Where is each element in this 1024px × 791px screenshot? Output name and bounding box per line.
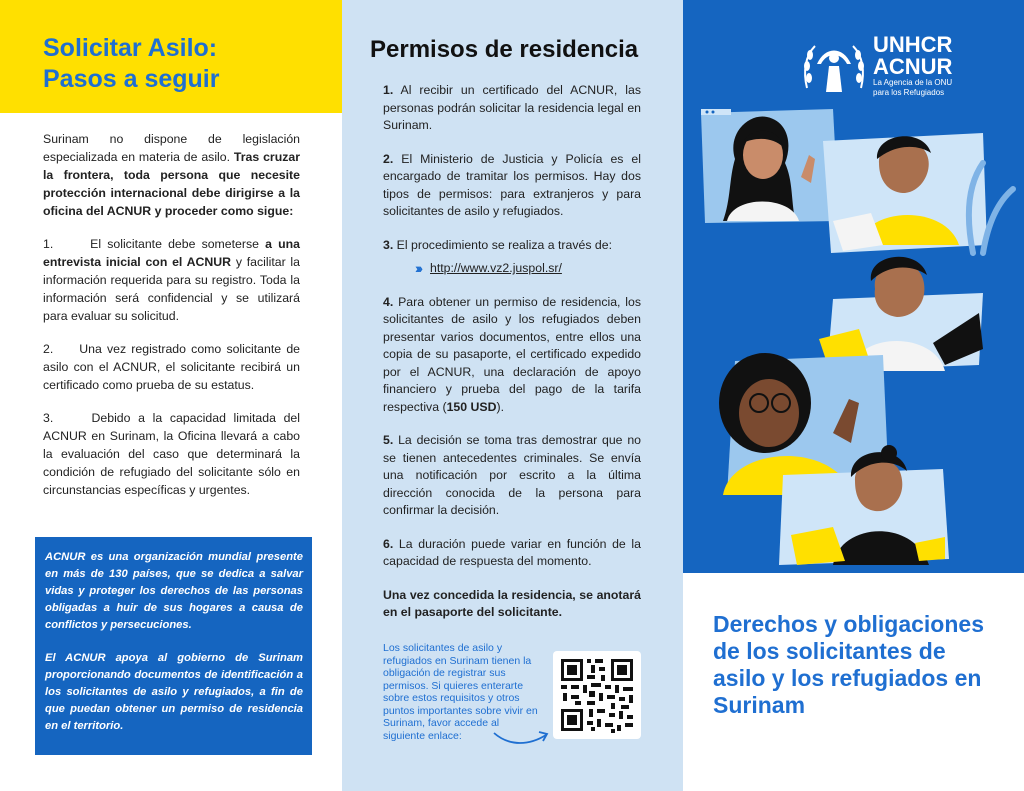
juspol-link[interactable]: http://www.vz2.juspol.sr/ [430, 261, 562, 275]
item6-num: 6. [383, 536, 394, 551]
step1-rest: y facilitar la información requerida para su registro. Toda la información será confidencial y se utilizará para evaluar su solicitud. [43, 255, 301, 323]
item2-text: El Ministerio de Justicia y Policía es el encargado de tramitar los permisos. Hay dos tipos de permisos: para extranjeros y para solicitantes de asilo y refugiados. [383, 151, 641, 218]
intro-bold: Tras cruzar la frontera, toda persona que necesite protección internacional debe dirigirse a la oficina del ACNUR y proceder como sigue: [43, 150, 300, 218]
cover-title-area [683, 573, 1024, 791]
qr-code-icon [553, 651, 641, 739]
video-frame-man-2 [819, 257, 983, 371]
permit-item-4 [383, 294, 641, 417]
video-frame-woman-1 [701, 109, 839, 223]
panel1-title [43, 33, 219, 95]
unhcr-logo [801, 34, 952, 98]
item3-num: 3. [383, 237, 394, 252]
item4-amount: 150 USD [446, 399, 497, 414]
permit-item-6 [383, 536, 641, 571]
panel1-title-line1: Solicitar Asilo: [43, 34, 218, 62]
item4-text-end: ). [496, 399, 504, 414]
item4-num: 4. [383, 294, 394, 309]
qr-description: Los solicitantes de asilo y refugiados en Surinam tienen la obligación de registrar sus permisos. Si quieres enterarte sobre estos requisitos y otros puntos importantes sobre vivir en Surinam, favor accede al siguiente enlace: [383, 642, 538, 742]
people-illustration [683, 103, 1024, 573]
logo-text [873, 34, 952, 98]
step1-bold: a una entrevista inicial con el ACNUR [43, 237, 300, 269]
item4-text-start: Para obtener un permiso de residencia, los solicitantes de asilo y los refugiados deben presentar varios documentos, entre ellos una copia de su pasaporte, el certificado expedido por el ACNUR, una declaración de apoyo financiero y prueba del pago de la tarifa respectiva ( [383, 294, 641, 414]
step-2: 2. Una vez registrado como solicitante de asilo con el ACNUR, el solicitante recibirá un certificado como prueba de su estatus. [43, 342, 304, 392]
item3-text: El procedimiento se realiza a través de: [393, 237, 612, 252]
step-1 [43, 235, 300, 325]
permit-item-5 [383, 432, 641, 520]
acnur-info-box [35, 537, 312, 755]
chevron-right-icon: ››› [415, 260, 420, 276]
panel1-title-line2: Pasos a seguir [43, 65, 220, 93]
panel-cover [683, 0, 1024, 791]
panel1-body [43, 130, 304, 514]
curved-arrow-icon [492, 725, 552, 747]
qr-code[interactable] [553, 651, 641, 739]
acnur-info-para1: ACNUR es una organización mundial presente en más de 130 países, que se dedica a salvar vidas y proteger los derechos de las personas obligadas a huir de sus hogares a causa de conflictos y persecuciones. [45, 551, 303, 631]
panel-residence-permits [342, 0, 683, 791]
item1-text: Al recibir un certificado del ACNUR, las personas podrán solicitar la residencia legal en Surinam. [383, 83, 641, 132]
panel1-header [0, 0, 342, 113]
intro-plain: Surinam no dispone de legislación especializada en materia de asilo. [43, 132, 300, 164]
item5-text: La decisión se toma tras demostrar que no se tienen antecedentes criminales. Se envía una notificación por escrito a la última dirección conocida de la persona para confirmar la decisión. [383, 433, 641, 517]
permit-item-2 [383, 151, 641, 221]
logo-acnur: ACNUR [873, 54, 953, 79]
final-note: Una vez concedida la residencia, se anotará en el pasaporte del solicitante. [383, 587, 641, 619]
acnur-info-para2: El ACNUR apoya al gobierno de Surinam proporcionando documentos de identificación a los solicitantes de asilo y refugiados, a fin de que puedan obtener un permiso de residencia en el territorio. [45, 652, 303, 732]
step-3: 3. Debido a la capacidad limitada del ACNUR en Surinam, la Oficina llevará a cabo la evaluación del caso que determinará la condición de refugiado del solicitante sólo en circunstancias específicas y urgentes. [43, 411, 304, 497]
item2-num: 2. [383, 151, 394, 166]
panel2-title: Permisos de residencia [370, 36, 639, 63]
item6-text: La duración puede variar en función de la capacidad de respuesta del momento. [383, 536, 641, 568]
cover-title: Derechos y obligaciones de los solicitantes de asilo y los refugiados en Surinam [713, 611, 984, 718]
panel2-body [383, 82, 641, 638]
logo-tagline-1: La Agencia de la ONU [873, 78, 953, 87]
link-row [415, 260, 641, 278]
permit-item-1 [383, 82, 641, 135]
item1-num: 1. [383, 83, 394, 97]
unhcr-emblem-icon [801, 38, 867, 94]
permit-item-3 [383, 237, 641, 255]
cover-illustration-area [683, 0, 1024, 573]
acnur-info-text [45, 549, 303, 751]
intro-paragraph [43, 130, 300, 220]
logo-tagline-2: para los Refugiados [873, 88, 945, 97]
step1-prefix: 1. El solicitante debe someterse [43, 237, 266, 251]
panel-asylum-steps [0, 0, 342, 791]
logo-unhcr: UNHCR [873, 32, 953, 57]
video-frame-man-yellow [823, 133, 987, 253]
item5-num: 5. [383, 433, 394, 447]
